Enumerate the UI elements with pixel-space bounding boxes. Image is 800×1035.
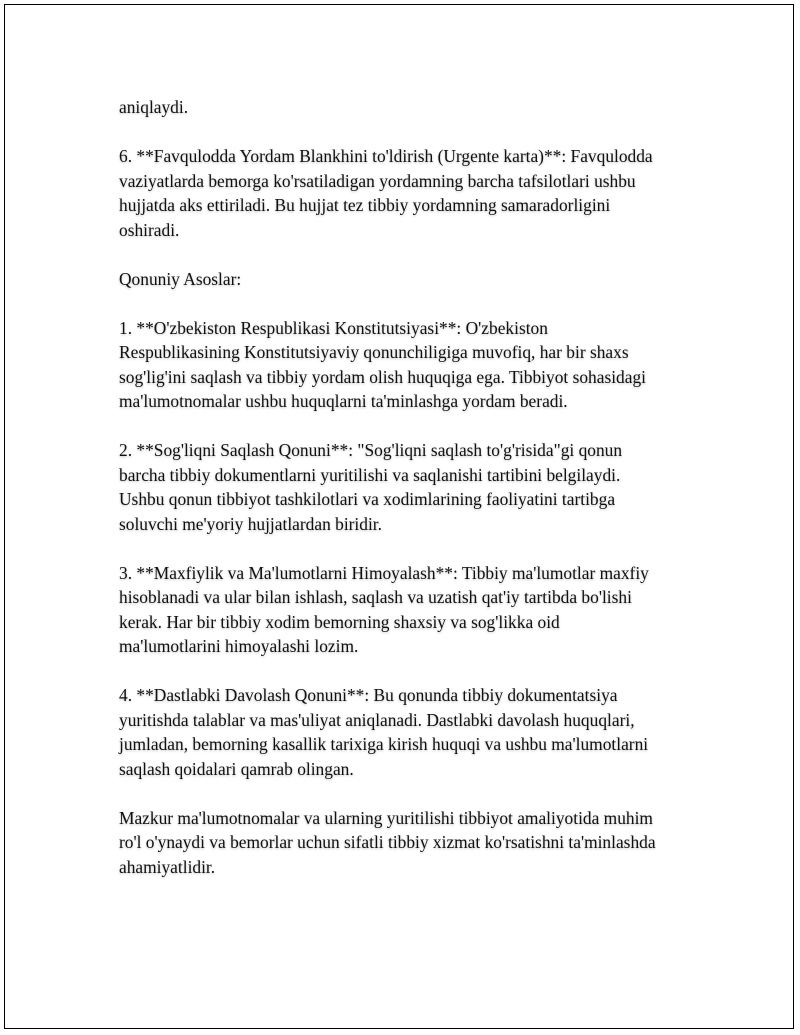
- legal4-paragraph: [119, 683, 709, 781]
- legal1-paragraph: [119, 316, 709, 414]
- legal2-paragraph: [119, 438, 709, 536]
- paragraph-line: vaziyatlarda bemorga ko'rsatiladigan yordamning barcha tafsilotlari ushbu: [119, 170, 636, 191]
- document-body: [119, 95, 709, 879]
- paragraph-gap: [119, 242, 709, 267]
- paragraph-line: hujjatda aks ettiriladi. Bu hujjat tez tibbiy yordamning samaradorligini: [119, 195, 611, 215]
- paragraph-gap: [119, 659, 709, 684]
- paragraph-line: 1. **O'zbekiston Respublikasi Konstitutsiyasi**: O'zbekiston: [119, 317, 548, 338]
- item6-paragraph: [119, 144, 709, 242]
- paragraph-gap: [119, 781, 709, 806]
- paragraph-gap: [119, 120, 709, 145]
- paragraph-line: Ushbu qonun tibbiyot tashkilotlari va xodimlarining faoliyatini tartibga: [119, 489, 616, 509]
- paragraph-line: jumladan, bemorning kasallik tarixiga kirish huquqi va ushbu ma'lumotlarni: [119, 734, 649, 754]
- paragraph-line: barcha tibbiy dokumentlarni yuritilishi va saqlanishi tartibini belgilaydi.: [119, 464, 621, 485]
- paragraph-line: oshiradi.: [119, 219, 180, 240]
- paragraph-line: saqlash qoidalari qamrab olingan.: [119, 758, 354, 779]
- paragraph-line: ma'lumotlarini himoyalashi lozim.: [119, 636, 359, 656]
- paragraph-line: ma'lumotnomalar ushbu huquqlarni ta'minlashga yordam beradi.: [119, 391, 568, 411]
- paragraph-line: ro'l o'ynaydi va bemorlar uchun sifatli tibbiy xizmat ko'rsatishni ta'minlashda: [119, 832, 656, 852]
- paragraph-line: 3. **Maxfiylik va Ma'lumotlarni Himoyalash**: Tibbiy ma'lumotlar maxfiy: [119, 562, 649, 583]
- paragraph-line: Mazkur ma'lumotnomalar va ularning yuritilishi tibbiyot amaliyotida muhim: [119, 807, 653, 828]
- paragraph-line: sog'lig'ini saqlash va tibbiy yordam olish huquqiga ega. Tibbiyot sohasidagi: [119, 366, 647, 387]
- paragraph-line: Respublikasining Konstitutsiyaviy qonunchiligiga muvofiq, har bir shaxs: [119, 342, 629, 362]
- paragraph-line: 2. **Sog'liqni Saqlash Qonuni**: "Sog'liqni saqlash to'g'risida"gi qonun: [119, 440, 623, 460]
- paragraph-line: kerak. Har bir tibbiy xodim bemorning shaxsiy va sog'likka oid: [119, 611, 560, 632]
- intro-tail-line: aniqlaydi.: [119, 97, 189, 117]
- paragraph-gap: [119, 291, 709, 316]
- conclusion-paragraph: [119, 806, 709, 880]
- paragraph-line: yuritishda talablar va mas'uliyat aniqlanadi. Dastlabki davolash huquqlari,: [119, 709, 635, 730]
- paragraph-line: soluvchi me'yoriy hujjatlardan biridir.: [119, 513, 382, 534]
- section-heading: Qonuniy Asoslar:: [119, 268, 242, 289]
- paragraph-gap: [119, 414, 709, 439]
- paragraph-line: 4. **Dastlabki Davolash Qonuni**: Bu qonunda tibbiy dokumentatsiya: [119, 685, 618, 705]
- paragraph-line: hisoblanadi va ular bilan ishlash, saqlash va uzatish qat'iy tartibda bo'lishi: [119, 587, 632, 607]
- paragraph-line: 6. **Favqulodda Yordam Blankhini to'ldirish (Urgente karta)**: Favqulodda: [119, 146, 653, 166]
- document-page: [4, 4, 794, 1029]
- paragraph-line: ahamiyatlidir.: [119, 856, 216, 877]
- legal3-paragraph: [119, 561, 709, 659]
- paragraph-gap: [119, 536, 709, 561]
